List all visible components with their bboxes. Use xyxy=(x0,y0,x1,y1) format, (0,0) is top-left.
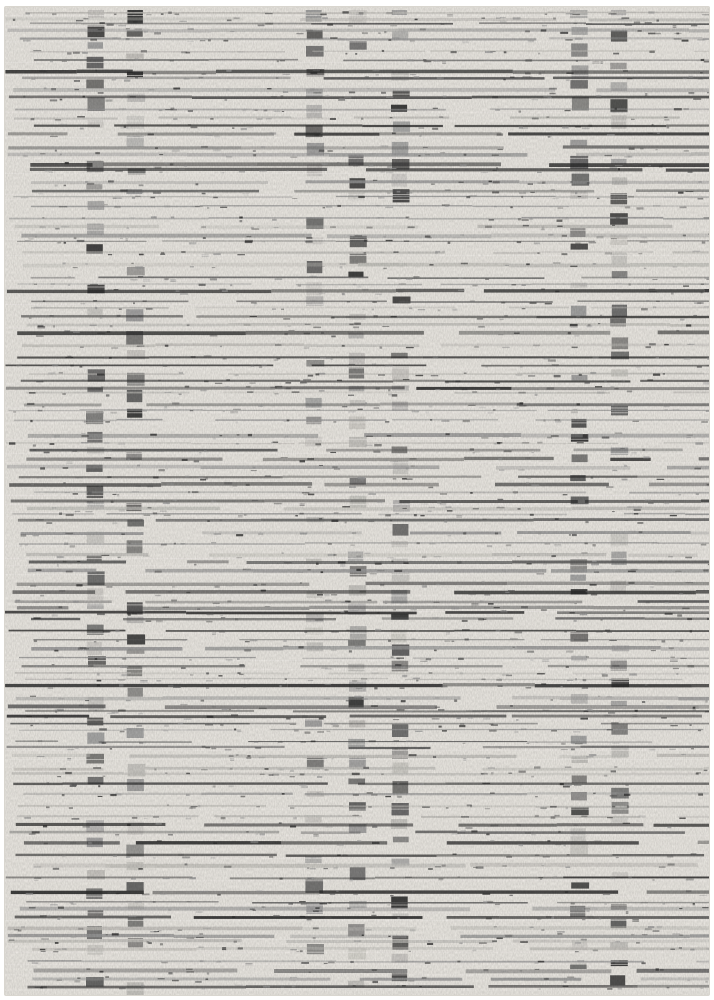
rug-texture xyxy=(4,6,710,996)
